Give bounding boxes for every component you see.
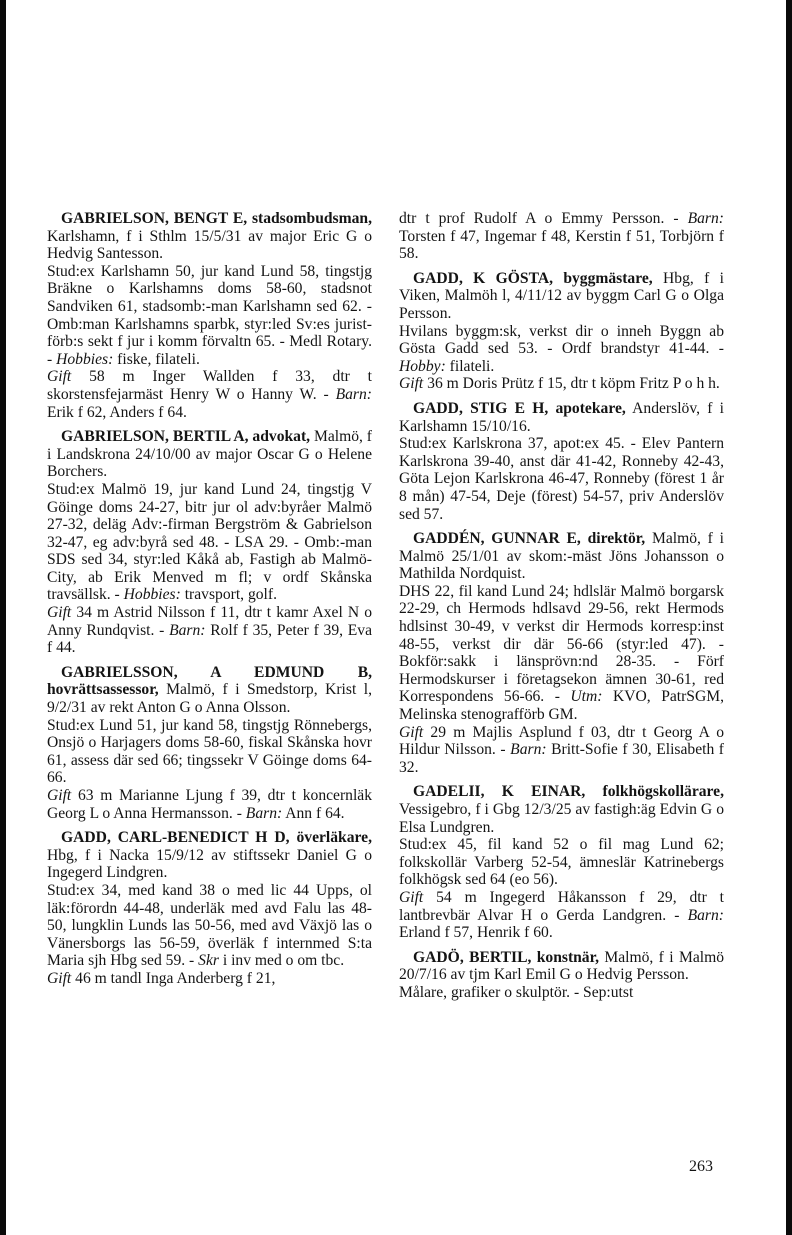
page-right-edge [786, 0, 792, 1235]
entry-text: Britt-Sofie f 30, Elisabeth f 32. [399, 741, 724, 776]
entry-text: Hvilans byggm:sk, verkst dir o inneh Byggn ab Gösta Gadd sed 53. - Ordf brandstyr 41-44. - [399, 322, 724, 358]
entry-continuation [47, 882, 372, 970]
field-label: Hobbies: [123, 586, 181, 604]
entry-paragraph [47, 829, 372, 882]
entry-text: Malmö, f i Smedstorp, Krist l, 9/2/31 av rekt Anton G o Anna Olsson. [47, 681, 372, 717]
entry-text: Stud:ex 45, fil kand 52 o fil mag Lund 62; folkskollär Varberg 52-54, ämneslär Katrinebergs folkhögsk sed 64 (eo 56). [399, 836, 724, 889]
field-label: Hobby: [399, 357, 446, 375]
field-label: Gift [399, 723, 424, 741]
entry-text: DHS 22, fil kand Lund 24; hdlslär Malmö borgarsk 22-29, ch Hermods hdlsavd 29-56, rekt Hermods hdlsinst 30-49, v verkst dir Hermods korresp:inst 48-55, verkst dir där 56-66 (styr:led 47). - Bokför:sakk i länsprövn:nd 28-35. - Förf Hermodskurser i företagsekon ämnen 30-61, red Korrespondens 56-66. - [399, 582, 724, 706]
entry-heading: GADÖ, BERTIL, konstnär, [413, 948, 599, 966]
entry-text: Vessigebro, f i Gbg 12/3/25 av fastigh:äg Edvin G o Elsa Lundgren. [399, 801, 724, 836]
entry-text: 34 m Astrid Nilsson f 11, dtr t kamr Axel N o Anny Rundqvist. - [47, 604, 372, 639]
field-label: Barn: [245, 804, 283, 822]
entry-continuation [47, 717, 372, 787]
entry-paragraph [399, 530, 724, 583]
entry-text: Karlshamn, f i Sthlm 15/5/31 av major Eric G o Hedvig Santesson. [47, 227, 372, 263]
field-label: Gift [47, 368, 72, 386]
entry-paragraph [47, 428, 372, 481]
entry-paragraph [399, 783, 724, 836]
entry-text: fiske, filateli. [113, 350, 200, 368]
entry-heading: GADDÉN, GUNNAR E, direktör, [413, 530, 646, 548]
entry-text: 36 m Doris Prütz f 15, dtr t köpm Fritz P o h h. [423, 375, 720, 393]
entry-heading: GABRIELSSON, A EDMUND B, hovrättsassessor, [47, 663, 372, 699]
entry-continuation [399, 889, 724, 942]
entry-continuation [47, 970, 372, 988]
entry-continuation [399, 583, 724, 724]
entry-continuation [399, 724, 724, 777]
entry-continuation [47, 604, 372, 657]
entry-heading: GABRIELSON, BERTIL A, advokat, [61, 428, 311, 446]
entry-text: i inv med o om tbc. [218, 952, 345, 970]
entry-paragraph [399, 400, 724, 435]
entry-text: 29 m Majlis Asplund f 03, dtr t Georg A o Hildur Nilsson. - [399, 723, 724, 759]
field-label: Barn: [510, 741, 547, 759]
entry-text: travsport, golf. [180, 586, 277, 604]
field-label: Gift [399, 375, 424, 393]
field-label: Gift [399, 888, 424, 906]
entry-continuation [399, 836, 724, 889]
entry-text: Stud:ex 34, med kand 38 o med lic 44 Upps, ol läk:förordn 44-48, underläk med avd Falu las 48-50, lungklin Lunds las 50-56, med avd Växjö las o Vänersborgs las 56-59, överläk f internmed S:ta Maria sjh Hbg sed 59. - [47, 881, 372, 970]
entry-text: Malmö, f i Malmö 25/1/01 av skom:-mäst Jöns Johansson o Mathilda Nordquist. [399, 530, 724, 583]
entry-heading: GADD, CARL-BENEDICT H D, överläkare, [61, 829, 372, 847]
field-label: Gift [47, 969, 72, 987]
entry-continuation [47, 263, 372, 369]
entry-text: Stud:ex Malmö 19, jur kand Lund 24, tingstjg V Göinge doms 24-27, bitr jur ol adv:byråer Malmö 27-32, deläg Adv:-firman Bergström & Gabrielson 32-47, eg adv:byrå sed 48. - LSA 29. - Omb:-man SDS sed 34, styr:led Kåkå ab, Fastigh ab Malmö-City, ab Erik Menved m fl; v ordf Skånska travsällsk. - [47, 480, 372, 604]
entry-paragraph [399, 270, 724, 323]
entry-text: Torsten f 47, Ingemar f 48, Kerstin f 51, Torbjörn f 58. [399, 227, 724, 263]
entry-text: Stud:ex Lund 51, jur kand 58, tingstjg Rönnebergs, Onsjö o Harjagers doms 58-60, fiskal Skånska hovr 61, assess där sed 66; tingssekr V Göinge doms 64-66. [47, 716, 372, 787]
entry-heading: GADD, K GÖSTA, byggmästare, [413, 269, 653, 287]
field-label: Barn: [687, 210, 724, 227]
entry-text: 63 m Marianne Ljung f 39, dtr t koncernläk Georg L o Anna Hermansson. - [47, 787, 372, 822]
entry-text: Ann f 64. [282, 804, 345, 822]
entry-text: Malmö, f i Landskrona 24/10/00 av major Oscar G o Helene Borchers. [47, 428, 372, 481]
entry-heading: GABRIELSON, BENGT E, stadsombudsman, [61, 210, 372, 227]
right-column [399, 210, 724, 1002]
field-label: Gift [47, 787, 72, 804]
entry-continuation [399, 323, 724, 376]
left-column [47, 210, 372, 988]
entry-text: 58 m Inger Wallden f 33, dtr t skorstensfejarmäst Henry W o Hanny W. - [47, 368, 372, 403]
entry-text: dtr t prof Rudolf A o Emmy Persson. - [399, 210, 688, 227]
entry-text: Erik f 62, Anders f 64. [47, 403, 187, 421]
entry-text: Malmö, f i Malmö 20/7/16 av tjm Karl Emil G o Hedvig Persson. [399, 948, 724, 984]
entry-text: Hbg, f i Nacka 15/9/12 av stiftssekr Daniel G o Ingegerd Lindgren. [47, 846, 372, 882]
entry-continuation [47, 481, 372, 604]
entry-text: Anderslöv, f i Karlshamn 15/10/16. [399, 399, 724, 435]
entry-text: filateli. [445, 357, 495, 375]
entry-text: Stud:ex Karlskrona 37, apot:ex 45. - Elev Pantern Karlskrona 39-40, anst där 41-42, Ronneby 42-43, Göta Lejon Karlskrona 46-47, Ronneby (förest 1 år 8 mån) 47-54, Deje (förest) 54-57, priv Anderslöv sed 57. [399, 435, 724, 523]
field-label: Barn: [335, 385, 372, 403]
entry-paragraph [47, 210, 372, 263]
field-label: Skr [198, 952, 219, 970]
entry-continuation [47, 787, 372, 822]
page-number: 263 [689, 1158, 713, 1175]
entry-continuation [399, 210, 724, 263]
entry-continuation [399, 375, 724, 393]
entry-text: Målare, grafiker o skulptör. - Sep:utst [399, 983, 634, 1001]
entry-text: Hbg, f i Viken, Malmöh l, 4/11/12 av byggm Carl G o Olga Persson. [399, 269, 724, 322]
entry-text: KVO, PatrSGM, Melinska stenografförb GM. [399, 688, 725, 724]
entry-heading: GADD, STIG E H, apotekare, [413, 399, 626, 417]
field-label: Hobbies: [56, 350, 114, 368]
entry-continuation [399, 984, 724, 1002]
page-left-edge [0, 0, 6, 1235]
entry-text: 54 m Ingegerd Håkansson f 29, dtr t lantbrevbär Alvar H o Gerda Landgren. - [399, 888, 724, 924]
entry-paragraph [399, 949, 724, 984]
entry-text: Erland f 57, Henrik f 60. [399, 924, 553, 942]
entry-text: Stud:ex Karlshamn 50, jur kand Lund 58, tingstjg Bräkne o Karlshamns doms 58-60, stadsnot Sandviken 61, stadsomb:-man Karlshamn sed 62. - Omb:man Karlshamns sparbk, styr:led Sv:es jurist-förb:s sekt f jur i komm förvaltn 65. - Medl Rotary. - [47, 262, 372, 368]
entry-paragraph [47, 664, 372, 717]
entry-continuation [47, 368, 372, 421]
field-label: Barn: [687, 906, 724, 924]
field-label: Utm: [570, 688, 603, 706]
entry-heading: GADELII, K EINAR, folkhögskollärare, [413, 783, 724, 801]
field-label: Gift [47, 604, 72, 622]
entry-text: 46 m tandl Inga Anderberg f 21, [71, 969, 276, 987]
entry-text: Rolf f 35, Peter f 39, Eva f 44. [47, 621, 372, 657]
entry-continuation [399, 435, 724, 523]
field-label: Barn: [169, 621, 206, 639]
